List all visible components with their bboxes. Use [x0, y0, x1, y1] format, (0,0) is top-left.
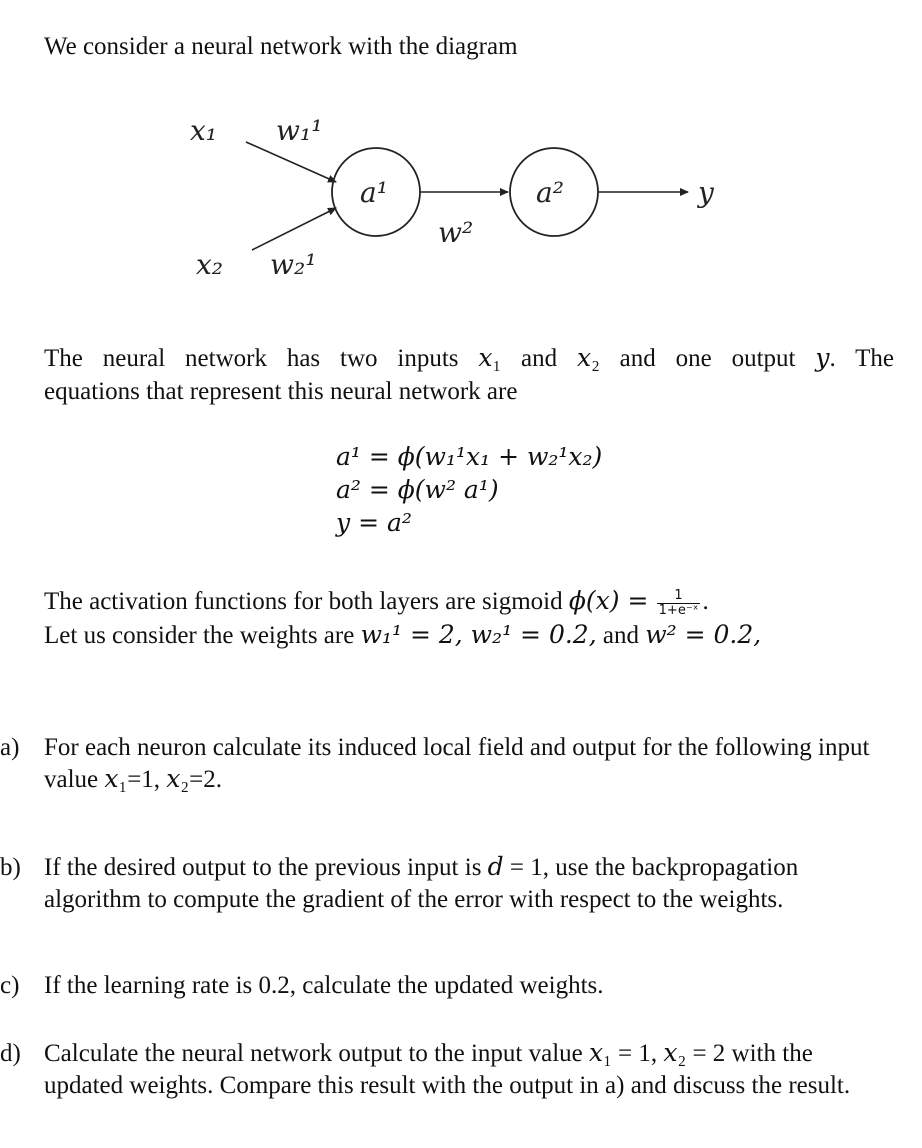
- activation-line: [44, 584, 904, 618]
- diagram-x2-label: x₂: [196, 248, 224, 281]
- question-c-label: c): [0, 972, 20, 999]
- description-line-1: The neural network has two inputs 𝑥₁ and 𝑥₂ and one output 𝑦. The: [44, 345, 894, 372]
- weights-mid: and: [596, 622, 646, 649]
- equation-a2: a² = ϕ(w² a¹): [336, 475, 499, 504]
- question-d-text: Calculate the neural network output to the input value 𝑥₁ = 1, 𝑥₂ = 2 with the updated weights. Compare this result with the output in a) and discuss the result.: [44, 1040, 851, 1099]
- question-b-text: If the desired output to the previous input is 𝑑 = 1, use the backpropagation algorithm to compute the gradient of the error with respect to the weights.: [44, 854, 799, 913]
- sigmoid-fraction: [657, 589, 701, 618]
- question-c-text: If the learning rate is 0.2, calculate the updated weights.: [44, 972, 604, 999]
- network-description: [44, 342, 894, 408]
- weights-w2: w² = 0.2,: [645, 620, 762, 649]
- diagram-x1-label: x₁: [190, 114, 218, 147]
- question-d-label: d): [0, 1040, 21, 1067]
- weights-line: [44, 618, 904, 652]
- diagram-w21-label: w₂¹: [270, 248, 317, 281]
- edge-x1-a1: [246, 142, 336, 182]
- neuron-a2-label: a²: [536, 176, 564, 209]
- weights-values: w₁¹ = 2, w₂¹ = 0.2,: [360, 620, 597, 649]
- intro-text: We consider a neural network with the diagram: [44, 33, 518, 60]
- sigmoid-denominator: 1+e⁻ˣ: [658, 602, 699, 618]
- question-a-text: For each neuron calculate its induced local field and output for the following input value 𝑥₁=1, 𝑥₂=2.: [44, 734, 870, 793]
- weights-prefix: Let us consider the weights are: [44, 622, 361, 649]
- diagram-w11-label: w₁¹: [276, 114, 323, 147]
- description-line-2: equations that represent this neural network are: [44, 378, 518, 405]
- sigmoid-phi: ϕ(x) =: [568, 586, 649, 615]
- diagram-w2-label: w²: [438, 216, 474, 249]
- sigmoid-numerator: 1: [657, 589, 701, 604]
- activation-and-weights: [44, 584, 904, 652]
- diagram-y-label: y: [698, 176, 714, 209]
- equation-y: y = a²: [336, 508, 412, 537]
- equations-block: [336, 440, 602, 539]
- question-a-label: a): [0, 734, 20, 761]
- activation-prefix: The activation functions for both layers are sigmoid: [44, 588, 569, 615]
- equation-a1: a¹ = ϕ(w₁¹x₁ + w₂¹x₂): [336, 442, 603, 471]
- neuron-a1-label: a¹: [360, 176, 388, 209]
- question-b-label: b): [0, 854, 21, 881]
- edge-x2-a1: [252, 208, 336, 250]
- activation-suffix: .: [702, 588, 709, 615]
